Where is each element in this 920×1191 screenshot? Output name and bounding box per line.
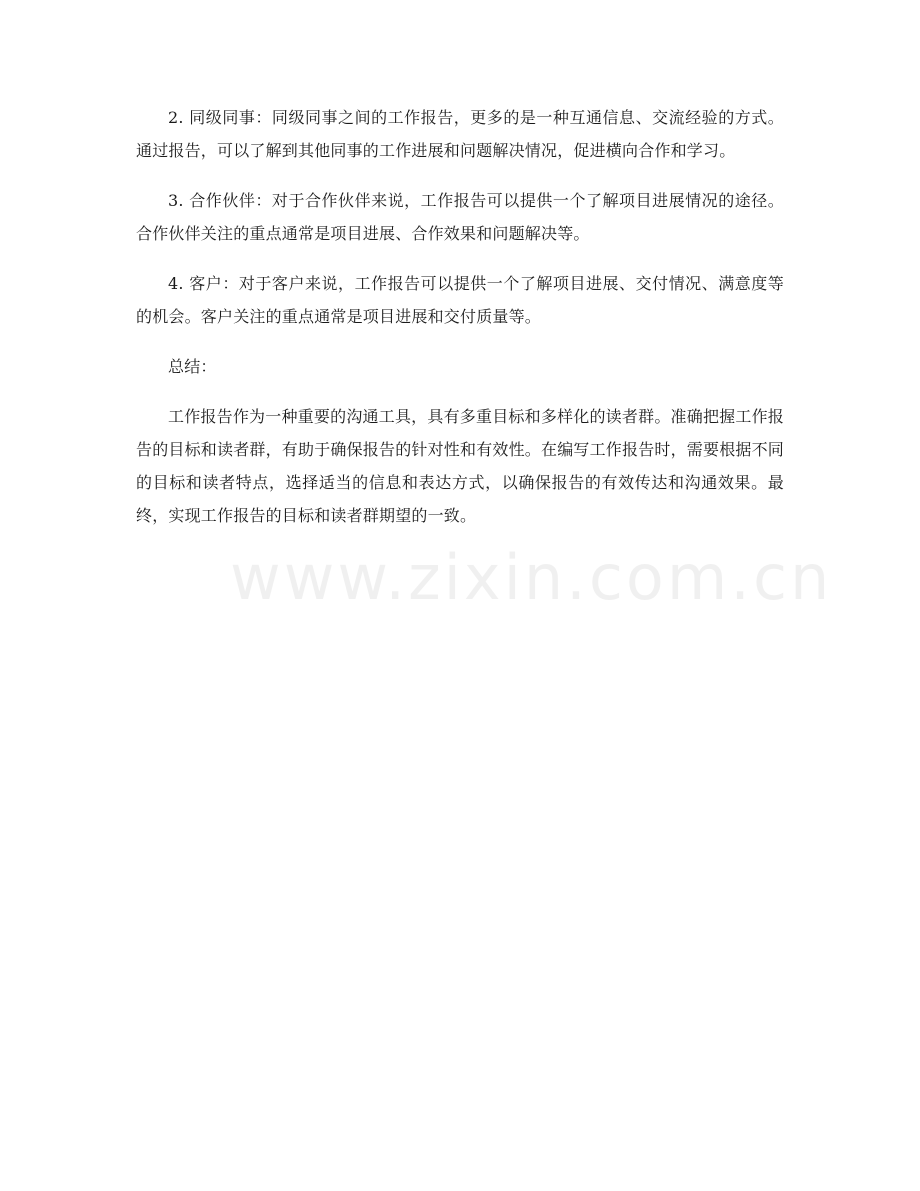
paragraph-colleagues: 2. 同级同事：同级同事之间的工作报告，更多的是一种互通信息、交流经验的方式。通过报告，可以了解到其他同事的工作进展和问题解决情况，促进横向合作和学习。 [136, 108, 784, 160]
summary-heading: 总结： [168, 357, 217, 376]
paragraph-summary: 工作报告作为一种重要的沟通工具，具有多重目标和多样化的读者群。准确把握工作报告的目标和读者群，有助于确保报告的针对性和有效性。在编写工作报告时，需要根据不同的目标和读者特点，选择适当的信息和表达方式，以确保报告的有效传达和沟通效果。最终，实现工作报告的目标和读者群期望的一致。 [136, 407, 785, 525]
paragraph-partners: 3. 合作伙伴：对于合作伙伴来说，工作报告可以提供一个了解项目进展情况的途径。合作伙伴关注的重点通常是项目进展、合作效果和问题解决等。 [136, 191, 784, 243]
paragraph-customers: 4. 客户：对于客户来说，工作报告可以提供一个了解项目进展、交付情况、满意度等的机会。客户关注的重点通常是项目进展和交付质量等。 [136, 274, 784, 326]
document-body [136, 101, 784, 549]
watermark-text: www.zixin.com.cn [230, 541, 833, 614]
